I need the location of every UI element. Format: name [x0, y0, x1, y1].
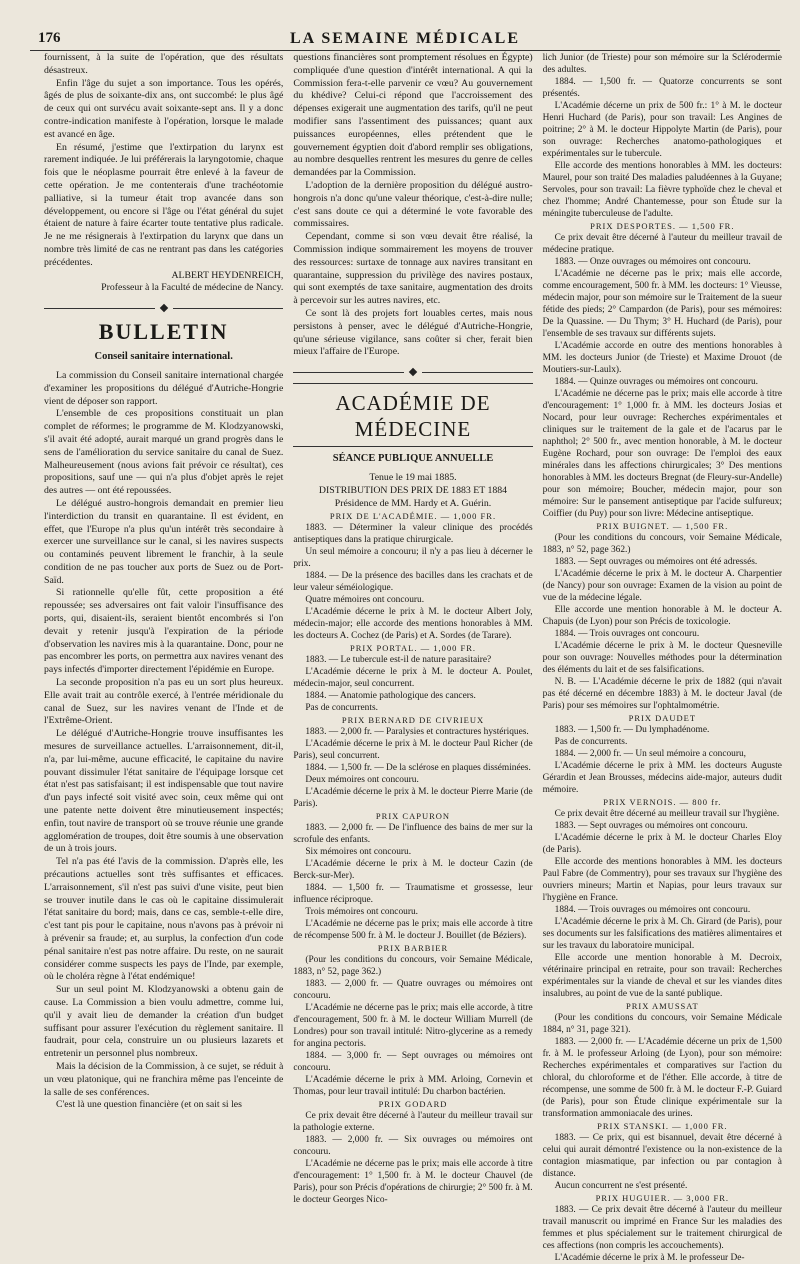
paragraph: L'Académie décerne le prix à M. Ch. Girard (de Paris), pour ses documents sur les falsifications des matières alimentaires et sur les travaux du laboratoire municipal.	[542, 917, 782, 951]
paragraph: L'Académie décerne le prix à M. le docteur Cazin (de Berck-sur-Mer).	[293, 859, 533, 882]
bulletin-title: BULLETIN	[98, 319, 229, 345]
prize-heading: PRIX STANSKI. — 1,000 FR.	[597, 1121, 728, 1131]
paragraph: 1883. — Déterminer la valeur clinique des procédés antiseptiques dans la pratique chirurgicale.	[293, 523, 533, 546]
paragraph: L'Académie décerne le prix à M. le docteur Albert Joly, médecin-major; elle accorde des mentions honorables à MM. les docteurs A. Cochez (de Paris) et A. Sordes (de Tarare).	[293, 607, 533, 642]
section-divider	[44, 305, 283, 311]
paragraph: La seconde proposition n'a pas eu un sort plus heureux. Elle avait trait au contrôle exercé, à l'entrée méridionale du canal de Suez, sur les navires venant de l'Inde et de l'Extrême-Orient.	[44, 677, 284, 727]
paragraph: Cependant, comme si son vœu devait être réalisé, la Commission indique sommairement les moyens de trouver des ressources: surtaxe de tonnage aux navires transitant en quarantaine, suppression du privilège des navires postaux, qui sont exemptés de taxe sanitaire, augmentation des droits à percevoir sur les autres navires, etc.	[293, 231, 533, 307]
paragraph: L'Académie ne décerne pas le prix; mais elle accorde à titre d'encouragement: 1° 1,000 fr. à MM. les docteurs Josias et Nocard, pour leur ouvrage: Recherches expérimentales et cliniques sur le traitement de la gale et de l'acarus par le naphthol; 2° 500 fr., avec mention honorable, à M. le docteur Eugène Rochard, pour son ouvrage: De l'emploi des eaux minérales dans les affections chirurgicales; 3° Des mentions honorables à MM. les docteurs Bregnat (de Fleury-sur-Andelle) pour son mémoire; Boucher, médecin major, pour son mémoire: Sur le pansement antiseptique par l'acide sulfureux; Coiffier (du Puy) pour son livre: Médecine antiseptique.	[542, 389, 782, 519]
paragraph: Ce prix devait être décerné au meilleur travail sur l'hygiène.	[554, 809, 780, 819]
prize-heading: PRIX PORTAL. — 1,000 FR.	[349, 643, 476, 654]
paragraph: L'ensemble de ces propositions constituait un plan complet de réformes; le programme de M. Klodzyanowski, s'il avait été adopté, aurait marqué un grand progrès dans le sens de l'amélioration du service sanitaire du canal de Suez. Malheureusement (nous avions fait prévoir ce résultat), ces propositions, sauf une — qui n'a plus d'objet après le rejet des autres — ont été repoussées.	[44, 408, 284, 497]
paragraph: Si rationnelle qu'elle fût, cette proposition a été repoussée; ses adversaires ont fait valoir l'insuffisance des ports, qui, disaient-ils, seraient bientôt encombrés si l'on devait y retenir jusqu'à l'expiration de la période d'observation les navires mis à la quarantaine. Donc, pour ne pas encombrer les ports, on permettra aux navires venant des pays infectés d'importer directement l'épidémie en Europe.	[44, 587, 284, 676]
article-columns	[44, 52, 782, 1263]
page-number: 176	[38, 30, 61, 46]
paragraph: L'Académie décerne le prix à M. le docteur A. Poulet, médecin-major, seul concurrent.	[293, 667, 533, 690]
paragraph: Pas de concurrents.	[305, 703, 378, 714]
paragraph: Elle accorde une mention honorable à M. le docteur A. Chapuis (de Lyon) pour son Précis de toxicologie.	[542, 605, 782, 627]
paragraph: L'Académie décerne le prix à M. le docteur Charles Eloy (de Paris).	[542, 833, 782, 855]
prize-heading: PRIX HUGUIER. — 3,000 FR.	[595, 1193, 730, 1203]
paragraph: Sur un seul point M. Klodzyanowski a obtenu gain de cause. La Commission a bien voulu admettre, comme lui, qu'il y avait lieu de demander la création d'un budget suffisant pour assurer l'exécution du règlement sanitaire. Il faudrait, pour cela, construire un ou plusieurs lazarets et entretenir un personnel plus nombreux.	[44, 984, 284, 1060]
paragraph: Ce prix devait être décerné à l'auteur du meilleur travail de médecine pratique.	[542, 233, 782, 255]
paragraph: L'Académie ne décerne pas le prix; mais elle accorde, comme encouragement, 500 fr. à MM. les docteurs: 1° Vieusse, médecin major, pour son mémoire sur le Traitement de la sueur fétide des pieds; 2° Campardon (de Paris), pour ses mémoires: De la Quassine. — Du Thym; 3° H. Huchard (de Paris), pour l'ensemble de ses travaux sur différents sujets.	[542, 269, 782, 339]
paragraph: 1884. — Trois ouvrages ou mémoires ont concouru.	[554, 905, 751, 915]
paragraph: L'Académie accorde en outre des mentions honorables à MM. les docteurs Junior (de Trieste) et Maxime Drouot (de Moutiers-sur-Laulx).	[542, 341, 782, 375]
paragraph: (Pour les conditions du concours, voir Semaine Médicale, 1883, n° 52, page 362.)	[293, 955, 533, 978]
paragraph: 1883. — 2,000 fr. — Quatre ouvrages ou mémoires ont concouru.	[293, 979, 533, 1002]
paragraph: 1884. — De la présence des bacilles dans les crachats et de leur valeur séméiologique.	[293, 571, 533, 594]
paragraph: 1883. — 2,000 fr. — De l'influence des bains de mer sur la scrofule des enfants.	[293, 823, 533, 846]
paragraph: Trois mémoires ont concouru.	[305, 907, 418, 918]
paragraph: 1883. — Onze ouvrages ou mémoires ont concouru.	[554, 257, 751, 267]
column-middle	[293, 52, 533, 1206]
prize-heading: PRIX VERNOIS. — 800 fr.	[603, 797, 722, 807]
paragraph: 1884. — 3,000 fr. — Sept ouvrages ou mémoires ont concouru.	[293, 1051, 533, 1074]
author-signature: ALBERT HEYDENREICH,	[171, 269, 284, 281]
prize-heading: PRIX DAUDET	[628, 713, 697, 723]
column-left	[44, 52, 283, 1123]
paragraph: (Pour les conditions du concours, voir Semaine Médicale 1884, n° 31, page 321).	[542, 1013, 782, 1035]
paragraph: L'Académie décerne le prix à M. le docteur Quesneville pour son ouvrage: Nouvelles méthodes pour la détermination des éléments du lait et de ses falsifications.	[542, 641, 782, 675]
journal-title: LA SEMAINE MÉDICALE	[289, 30, 521, 47]
paragraph: 1884. — 1,500 fr. — Traumatisme et grossesse, leur influence réciproque.	[293, 883, 533, 906]
paragraph: L'Académie décerne le prix à M. le docteur Paul Richer (de Paris), seul concurrent.	[293, 739, 533, 762]
paragraph: L'Académie décerne le prix à MM. Arloing, Cornevin et Thomas, pour leur travail intitulé: Du charbon bactérien.	[293, 1075, 533, 1098]
paragraph: (Pour les conditions du concours, voir Semaine Médicale, 1883, n° 52, page 362.)	[542, 533, 782, 555]
paragraph: Enfin l'âge du sujet a son importance. Tous les opérés, âgés de plus de soixante-dix ans, ont succombé: le plus âgé de ceux qui ont survécu avait soixante-sept ans. Il y a donc contre-indication manifeste à l'opération, lorsque le malade est avancé en âge.	[44, 77, 284, 140]
paragraph: La commission du Conseil sanitaire international chargée d'examiner les propositions du délégué d'Autriche-Hongrie vient de déposer son rapport.	[44, 369, 284, 407]
prize-heading: PRIX BARBIER	[377, 943, 449, 954]
paragraph: 1883. — Ce prix, qui est bisannuel, devait être décerné à celui qui aurait démontré l'existence ou la non-existence de la contagion miasmatique, par infection ou par contagion à distance.	[542, 1133, 782, 1179]
paragraph: Ce sont là des projets fort louables certes, mais nous persistons à penser, avec le délégué d'Autriche-Hongrie, qu'une sérieuse vigilance, sans coûter si cher, ferait bien mieux l'affaire de l'Europe.	[293, 307, 533, 358]
prize-heading: PRIX AMUSSAT	[625, 1001, 699, 1011]
paragraph: Elle accorde des mentions honorables à MM. les docteurs: Maurel, pour son traité Des maladies paludéennes à la Guyane; Servoles, pour son travail: La fièvre typhoïde chez le cheval et chez l'homme; André Chantemesse, pour son Étude sur la méningite tuberculeuse de l'adulte.	[542, 161, 782, 219]
paragraph: 1883. — Ce prix devait être décerné à l'auteur du meilleur travail manuscrit ou imprimé en France Sur les maladies des femmes et plus spécialement sur le traitement chirurgical de ces affections (non compris les accouchements).	[542, 1205, 782, 1251]
academie-title: ACADÉMIE DE MÉDECINE	[293, 383, 532, 447]
section-divider	[293, 369, 532, 375]
paragraph: Quatre mémoires ont concouru.	[305, 595, 425, 606]
paragraph: 1883. — Sept ouvrages ou mémoires ont été adressés.	[554, 557, 758, 567]
paragraph: Tel n'a pas été l'avis de la commission. D'après elle, les précautions actuelles sont très suffisantes et efficaces. L'arraisonnement, s'il n'est pas suivi d'une visite, peut bien se trouver inutile dans le cas où le capitaine dissimulerait l'état sanitaire du bord; mais, dans ce cas, semble-t-elle dire, c'est tant pis pour le capitaine, nous n'avons pas à prévoir ni à prévenir sa fraude; et, au surplus, la confection d'un code pénal sanitaire n'est pas notre affaire. Du reste, on ne saurait considérer comme suspects les pays de l'Inde, par exemple, où le choléra règne à l'état endémique!	[44, 856, 284, 983]
paragraph: 1884. — Trois ouvrages ont concouru.	[554, 629, 700, 639]
paragraph: questions financières sont promptement résolues en Égypte) compliquée d'une question d'intérêt international. A qui la Commission fera-t-elle parvenir ce vœu? Au gouvernement du khédive? Celui-ci répond que l'accroissement des dépenses exigerait une augmentation des tarifs, qu'il ne peut modifier sans l'assentiment des puissances; quant aux puissances européennes, elles prétendent que le gouvernement égyptien doit d'abord remplir ses obligations, au nombre desquelles rentrent les mesures du genre de celles demandées par la Commission.	[293, 52, 533, 179]
paragraph: fournissent, à la suite de l'opération, que des résultats désastreux.	[44, 52, 284, 76]
paragraph: L'Académie ne décerne pas le prix; mais elle accorde à titre de récompense 500 fr. à M. le docteur J. Bouillet (de Béziers).	[293, 919, 533, 942]
paragraph: 1884. — Anatomie pathologique des cancers.	[305, 691, 476, 702]
seance-heading: SÉANCE PUBLIQUE ANNUELLE	[332, 453, 494, 465]
distribution-heading: DISTRIBUTION DES PRIX DE 1883 ET 1884	[318, 484, 508, 496]
paragraph: L'Académie décerne un prix de 500 fr.: 1° à M. le docteur Henri Huchard (de Paris), pour son travail: Les Angines de poitrine; 2° à M. le docteur Hippolyte Martin (de Paris), pour son ouvrage: Recherches anatomo-pathologiques et expérimentales sur le tubercule.	[542, 101, 782, 159]
paragraph: L'adoption de la dernière proposition du délégué austro-hongrois n'a donc qu'une valeur théorique, c'est-à-dire nulle; c'est sans doute ce qui a déterminé le vote favorable des commissaires.	[293, 179, 533, 230]
paragraph: L'Académie décerne le prix à M. le docteur Pierre Marie (de Paris).	[293, 787, 533, 810]
paragraph: L'Académie décerne le prix à MM. les docteurs Auguste Gérardin et Jean Brousses, médecins aide-major, auteurs dudit mémoire.	[542, 761, 782, 795]
bulletin-subtitle: Conseil sanitaire international.	[94, 351, 233, 363]
seance-date: Tenue le 19 mai 1885.	[369, 471, 457, 483]
column-right	[542, 52, 782, 1263]
prize-heading: PRIX BERNARD DE CIVRIEUX	[341, 715, 485, 726]
page-header	[30, 26, 780, 51]
paragraph: Ce prix devait être décerné à l'auteur du meilleur travail sur la pathologie externe.	[293, 1111, 533, 1134]
paragraph: 1884. — 1,500 fr. — De la sclérose en plaques disséminées.	[305, 763, 531, 774]
prize-heading: PRIX CAPURON	[375, 811, 451, 822]
prize-heading: PRIX DE L'ACADÉMIE. — 1,000 FR.	[329, 511, 497, 522]
paragraph: 1884. — Quinze ouvrages ou mémoires ont concouru.	[554, 377, 758, 387]
paragraph: Deux mémoires ont concouru.	[305, 775, 419, 786]
prize-heading: PRIX GODARD	[378, 1099, 448, 1110]
paragraph: L'Académie ne décerne pas le prix; mais elle accorde à titre d'encouragement: 1° 1,500 fr. à M. le docteur Chauvel (de Paris), pour son Précis d'opérations de chirurgie; 2° 500 fr. à M. le docteur Georges Nico-	[293, 1159, 533, 1206]
paragraph: N. B. — L'Académie décerne le prix de 1882 (qui n'avait pas été décerné en décembre 1883) à M. le docteur Javal (de Paris) pour ses mémoires sur l'ophtalmométrie.	[542, 677, 782, 711]
paragraph: 1884. — 2,000 fr. — Un seul mémoire a concouru,	[554, 749, 747, 759]
paragraph: Un seul mémoire a concouru; il n'y a pas lieu à décerner le prix.	[293, 547, 533, 570]
paragraph: Elle accorde une mention honorable à M. Decroix, vétérinaire principal en retraite, pour son travail: Recherches expérimentales sur la viande de cheval et sur les viandes dites insalubres, au point de vue de la santé publique.	[542, 953, 782, 999]
paragraph: Elle accorde des mentions honorables à MM. les docteurs Paul Fabre (de Commentry), pour ses travaux sur l'hygiène des ouvriers mineurs; Martin et Napias, pour leurs travaux sur l'hygiène en France.	[542, 857, 782, 903]
prize-heading: PRIX DESPORTES. — 1,500 FR.	[590, 221, 735, 231]
paragraph: 1883. — 1,500 fr. — Du lymphadénome.	[554, 725, 710, 735]
paragraph: 1883. — 2,000 fr. — Six ouvrages ou mémoires ont concouru.	[293, 1135, 533, 1158]
presidence: Présidence de MM. Hardy et A. Guérin.	[334, 497, 492, 509]
author-title: Professeur à la Faculté de médecine de Nancy.	[101, 282, 284, 294]
paragraph: 1883. — 2,000 fr. — Paralysies et contractures hystériques.	[305, 727, 529, 738]
paragraph: 1884. — 1,500 fr. — Quatorze concurrents se sont présentés.	[542, 77, 782, 99]
paragraph: Aucun concurrent ne s'est présenté.	[554, 1181, 688, 1191]
paragraph: Mais la décision de la Commission, à ce sujet, se réduit à un vœu platonique, qui ne franchira même pas l'enceinte de la salle de ses conférences.	[44, 1060, 284, 1098]
paragraph: 1883. — Le tubercule est-il de nature parasitaire?	[305, 655, 492, 666]
paragraph: En résumé, j'estime que l'extirpation du larynx est rarement indiquée. Je lui préférerais la laryngotomie, chaque fois que le néoplasme pourrait être enlevé à la faveur de cette opération. Je me contenterais d'une trachéotomie palliative, si la tumeur était trop avancée dans son développement, ou encore si l'âge ou l'état général du sujet étaient de nature à faire écarter toute tentative plus radicale. Je ne me résignerais à l'extirpation du larynx que dans un nombre très limité de cas ne rentrant pas dans les catégories précédentes.	[44, 141, 284, 268]
paragraph: lich Junior (de Trieste) pour son mémoire sur la Sclérodermie des adultes.	[542, 53, 782, 75]
paragraph: 1883. — Sept ouvrages ou mémoires ont concouru.	[554, 821, 748, 831]
paragraph: Six mémoires ont concouru.	[305, 847, 412, 858]
paragraph: Le délégué austro-hongrois demandait en premier lieu l'interdiction du transit en quarantaine. Il est évident, en effet, que l'Europe n'a plus qu'un intérêt très secondaire à exercer une surveillance sur le canal, si les navires suspects ou contaminés peuvent librement le franchir, à la seule condition de ne pas toucher aux ports de Suez ou de Port-Saïd.	[44, 497, 284, 586]
prize-heading: PRIX BUIGNET. — 1,500 FR.	[596, 521, 729, 531]
paragraph: L'Académie décerne le prix à M. le professeur De-	[554, 1253, 745, 1263]
paragraph: 1883. — 2,000 fr. — L'Académie décerne un prix de 1,500 fr. à M. le professeur Arloing (de Lyon), pour son mémoire: Recherches expérimentales et comparatives sur l'action du chloral, du chloroforme et de l'éther. Elle accorde, à titre de récompense, une somme de 500 fr. à M. le docteur F.-P. Guiard (de Paris), pour son Étude clinique expérimentale sur la transformation ammoniacale des urines.	[542, 1037, 782, 1119]
paragraph: L'Académie décerne le prix à M. le docteur A. Charpentier (de Nancy) pour son ouvrage: Examen de la vision au point de vue de la médecine légale.	[542, 569, 782, 603]
paragraph: Le délégué d'Autriche-Hongrie trouve insuffisantes les mesures de surveillance actuelles. L'arraisonnement, dit-il, n'a, par lui-même, aucune efficacité, le capitaine du navire pouvant dissimuler l'état sanitaire de l'équipage lorsque cet état n'est pas satisfaisant; il est indispensable que tout navire d'un pays infecté soit visité avec soin, ceux même qui ont une patente nette doivent être minutieusement inspectés; enfin, tout navire de transport où se trouve réunie une grande agglomération de troupes, doit être soumis à une observation de un à trois jours.	[44, 728, 284, 855]
paragraph: Pas de concurrents.	[554, 737, 628, 747]
paragraph: C'est là une question financière (et on sait si les	[56, 1099, 242, 1111]
paragraph: L'Académie ne décerne pas le prix; mais elle accorde, à titre d'encouragement, 500 fr. à M. le docteur William Murrell (de Londres) pour son travail intitulé: Nitro-glycerine as a remedy for angina pectoris.	[293, 1003, 533, 1050]
